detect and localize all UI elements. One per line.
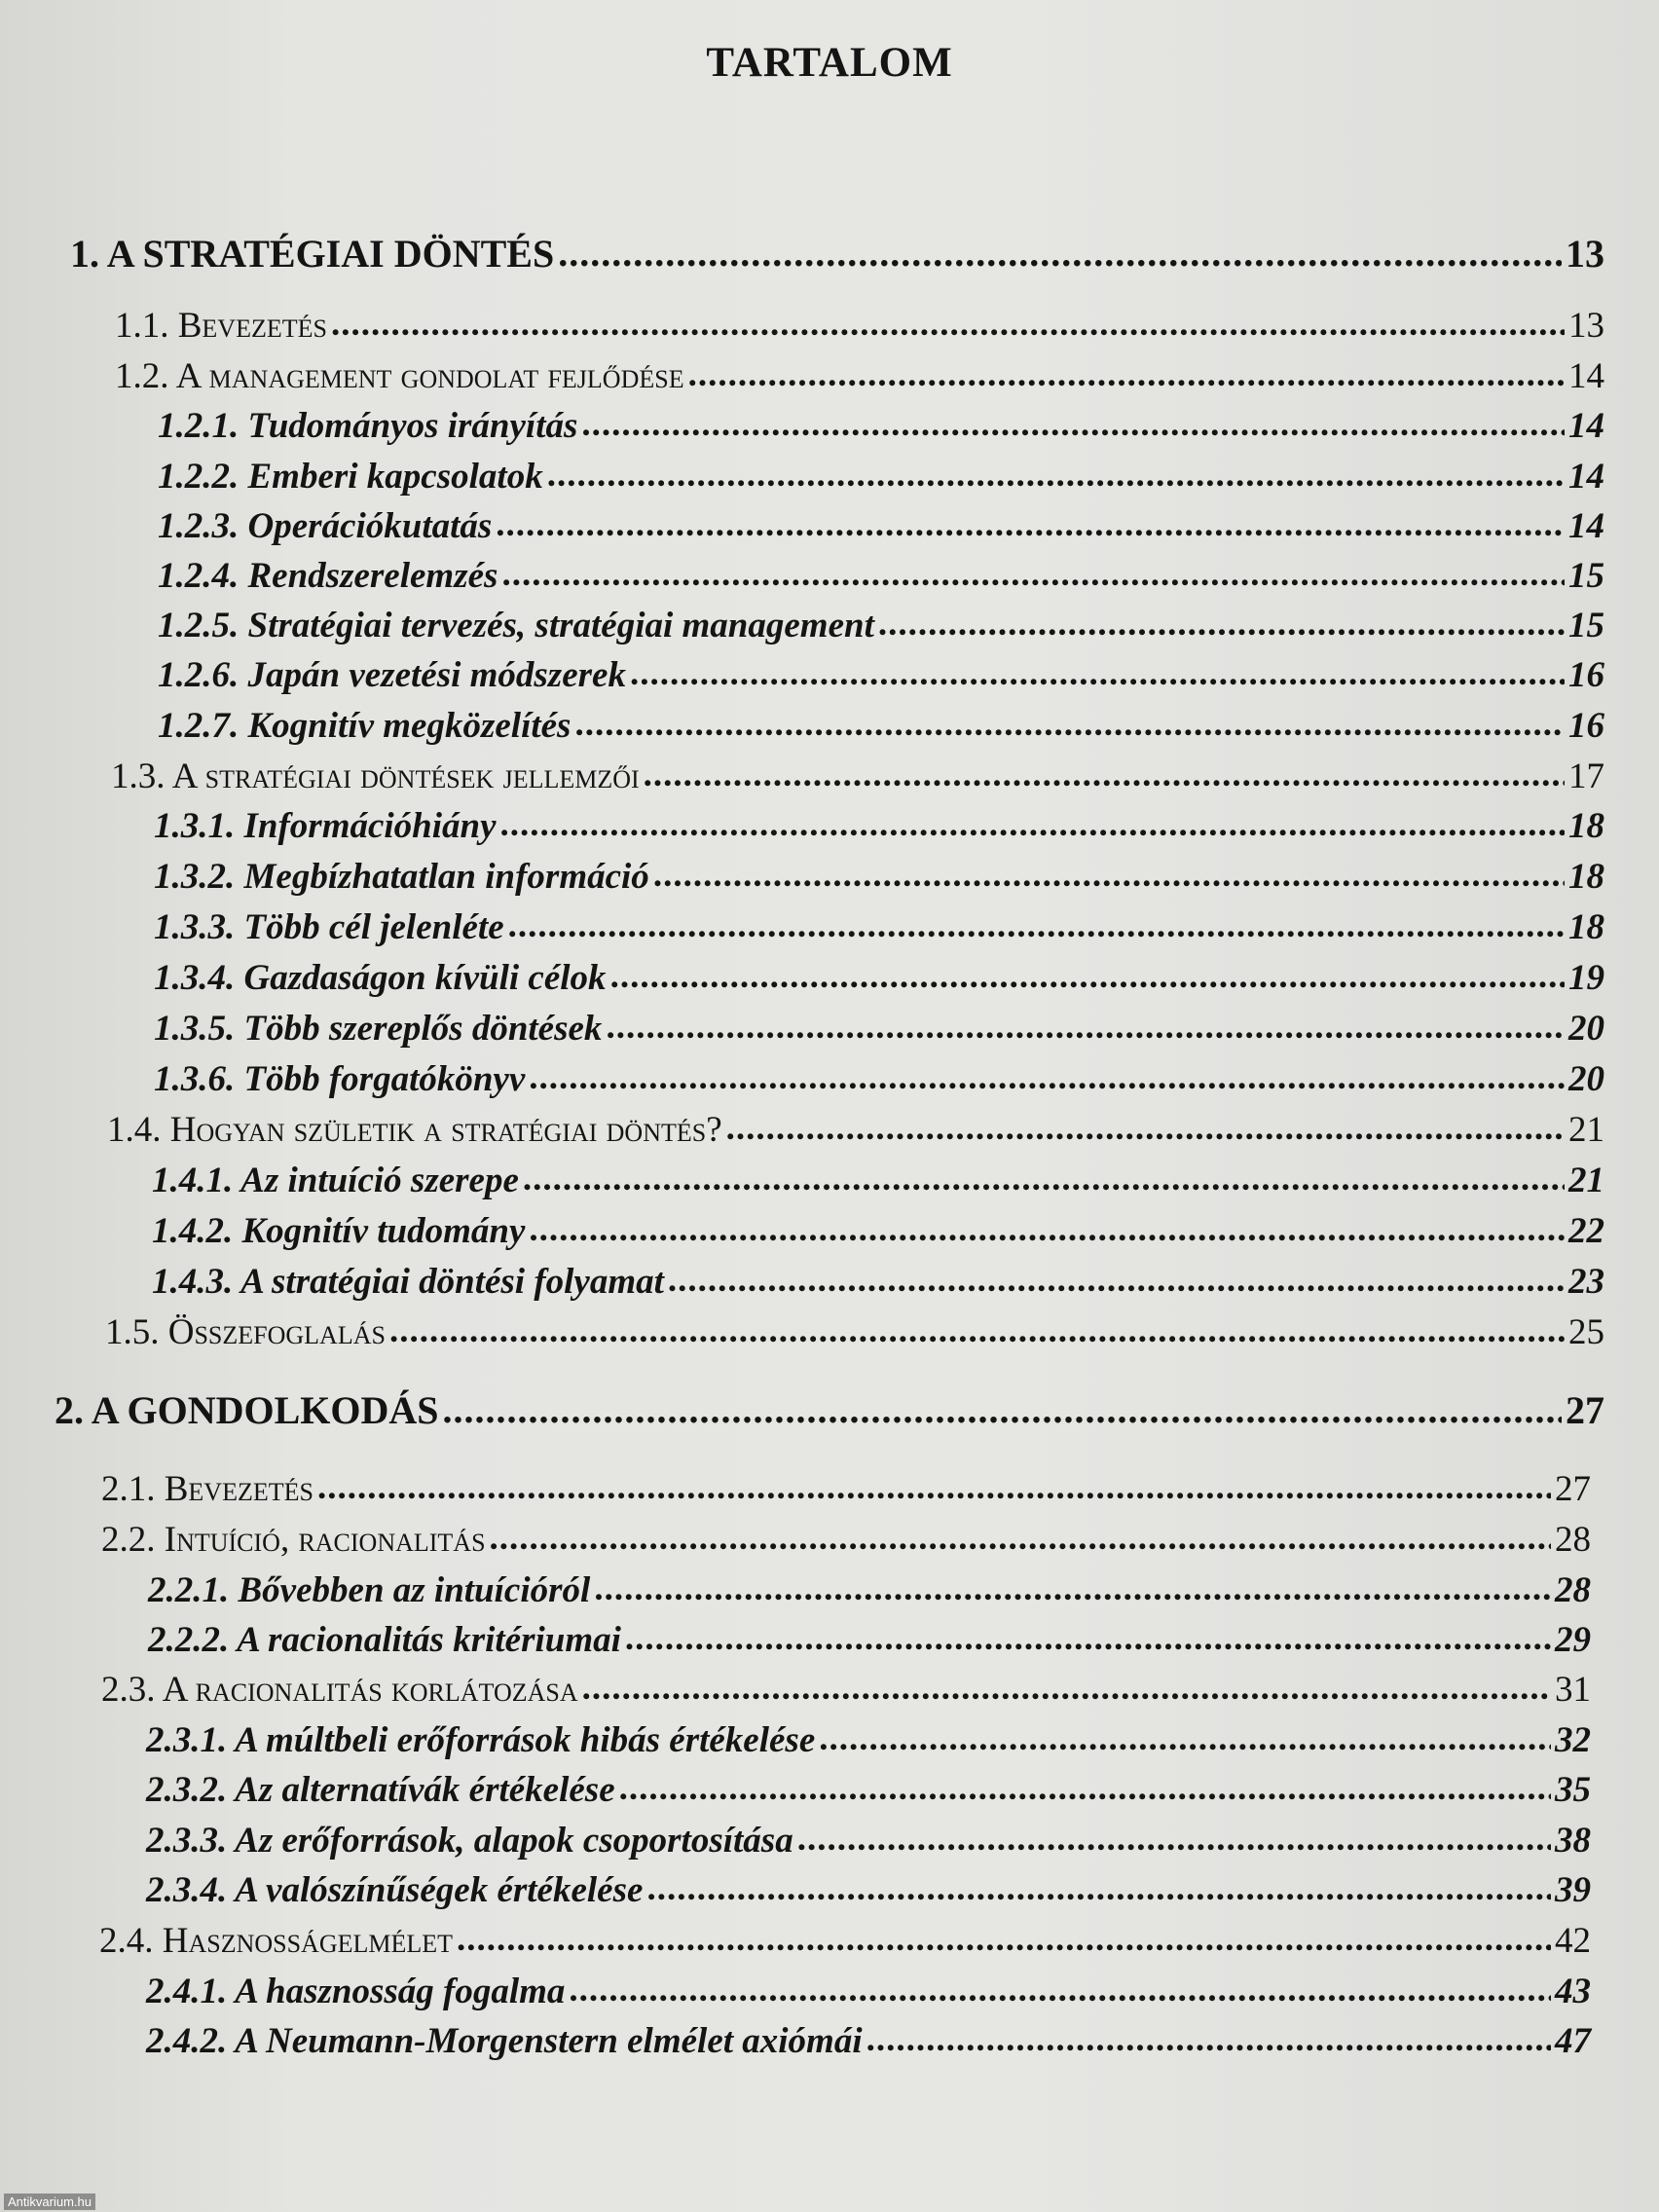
toc-entry-label: 2.3. A racionalitás korlátozása <box>101 1670 578 1710</box>
dot-leader <box>331 309 1565 345</box>
toc-entry-label: 1. A STRATÉGIAI DÖNTÉS <box>70 232 555 276</box>
toc-entry-label: 2.2.1. Bővebben az intuícióról <box>148 1570 591 1610</box>
dot-leader <box>644 759 1565 795</box>
toc-entry-label: 2.3.3. Az erőforrások, alapok csoportosítása <box>146 1821 793 1861</box>
toc-page-number: 22 <box>1568 1211 1604 1251</box>
toc-entry-label: 1.5. Összefoglalás <box>105 1312 386 1352</box>
toc-entry[interactable] <box>152 1257 1604 1303</box>
toc-entry[interactable] <box>154 1054 1604 1100</box>
dot-leader <box>619 1773 1551 1809</box>
dot-leader <box>529 1214 1565 1250</box>
dot-leader <box>529 1062 1565 1098</box>
toc-entry[interactable] <box>158 452 1604 498</box>
dot-leader <box>389 1315 1565 1351</box>
toc-entry[interactable] <box>146 1715 1591 1761</box>
dot-leader <box>819 1723 1551 1759</box>
toc-entry[interactable] <box>152 1156 1604 1201</box>
toc-entry[interactable] <box>148 1566 1591 1611</box>
toc-page-number: 42 <box>1555 1921 1591 1961</box>
dot-leader <box>630 658 1565 694</box>
toc-entry[interactable] <box>158 650 1604 696</box>
toc-entry[interactable] <box>111 752 1604 797</box>
toc-page-number: 15 <box>1568 606 1604 645</box>
toc-entry-label: 1.2.3. Operációkutatás <box>158 506 493 546</box>
page-title: TARTALOM <box>706 40 953 86</box>
toc-page-number: 14 <box>1568 356 1604 396</box>
toc-page-number: 13 <box>1568 306 1604 346</box>
toc-entry-label: 1.4.1. Az intuíció szerepe <box>152 1161 519 1200</box>
toc-page-number: 27 <box>1555 1469 1591 1509</box>
toc-page-number: 23 <box>1568 1262 1604 1302</box>
toc-entry-label: 1.2.2. Emberi kapcsolatok <box>158 457 543 497</box>
toc-page-number: 18 <box>1568 907 1604 947</box>
toc-entry-label: 2.4. Hasznosságelmélet <box>99 1921 454 1961</box>
dot-leader <box>594 1573 1551 1609</box>
toc-entry[interactable] <box>158 601 1604 646</box>
toc-entry-label: 2.4.2. A Neumann-Morgenstern elmélet axiómái <box>146 2021 863 2061</box>
toc-page-number: 47 <box>1555 2021 1591 2061</box>
dot-leader <box>610 961 1565 997</box>
toc-entry-label: 1.2.4. Rendszerelemzés <box>158 556 498 596</box>
watermark: Antikvarium.hu <box>4 2194 95 2210</box>
dot-leader <box>569 1974 1551 2010</box>
toc-page-number: 20 <box>1568 1009 1604 1049</box>
dot-leader <box>653 860 1565 896</box>
toc-page-number: 15 <box>1568 556 1604 596</box>
toc-entry[interactable] <box>158 501 1604 547</box>
toc-entry-label: 1.3. A stratégiai döntések jellemzői <box>111 756 640 796</box>
toc-entry[interactable] <box>107 1105 1604 1151</box>
toc-page-number: 32 <box>1555 1720 1591 1760</box>
toc-entry[interactable] <box>105 1308 1604 1353</box>
toc-page-number: 14 <box>1568 406 1604 446</box>
toc-entry[interactable] <box>146 1865 1591 1911</box>
toc-entry-label: 1.3.3. Több cél jelenléte <box>154 907 504 947</box>
toc-entry-label: 1.3.1. Információhiány <box>154 806 497 846</box>
dot-leader <box>797 1824 1551 1860</box>
toc-page-number: 31 <box>1555 1670 1591 1710</box>
dot-leader <box>878 608 1565 645</box>
toc-entry[interactable] <box>115 351 1604 397</box>
toc-entry-label: 1.3.6. Több forgatókönyv <box>154 1059 526 1099</box>
toc-entry-label: 2. A GONDOLKODÁS <box>55 1388 439 1432</box>
toc-page-number: 17 <box>1568 756 1604 796</box>
dot-leader <box>866 2024 1551 2060</box>
toc-entry-label: 1.4. Hogyan születik a stratégiai döntés? <box>107 1110 722 1150</box>
toc-page-number: 27 <box>1566 1388 1604 1432</box>
toc-page-number: 16 <box>1568 706 1604 746</box>
toc-entry[interactable] <box>70 228 1604 276</box>
toc-page-number: 35 <box>1555 1770 1591 1810</box>
toc-page-number: 25 <box>1568 1312 1604 1352</box>
toc-entry-label: 1.2.1. Tudományos irányítás <box>158 406 578 446</box>
dot-leader <box>500 809 1565 845</box>
toc-entry-label: 2.2.2. A racionalitás kritériumai <box>148 1620 621 1660</box>
dot-leader <box>581 409 1565 445</box>
toc-entry[interactable] <box>146 1765 1591 1811</box>
dot-leader <box>688 359 1565 395</box>
dot-leader <box>668 1265 1565 1301</box>
dot-leader <box>646 1873 1551 1909</box>
toc-entry[interactable] <box>55 1384 1604 1433</box>
dot-leader <box>457 1924 1551 1960</box>
dot-leader <box>490 1523 1551 1559</box>
dot-leader <box>625 1623 1551 1659</box>
toc-page-number: 13 <box>1566 232 1604 276</box>
toc-entry[interactable] <box>154 1004 1604 1050</box>
toc-page-number: 39 <box>1555 1870 1591 1910</box>
toc-entry-label: 2.1. Bevezetés <box>101 1469 313 1509</box>
dot-leader <box>574 709 1565 745</box>
dot-leader <box>317 1472 1551 1508</box>
toc-entry[interactable] <box>158 551 1604 597</box>
toc-page-number: 19 <box>1568 958 1604 998</box>
toc-page-number: 21 <box>1568 1110 1604 1150</box>
toc-entry[interactable] <box>152 1206 1604 1252</box>
toc-entry[interactable] <box>154 953 1604 999</box>
toc-page-number: 21 <box>1568 1161 1604 1200</box>
toc-page-number: 28 <box>1555 1570 1591 1610</box>
toc-entry[interactable] <box>115 301 1604 347</box>
dot-leader <box>558 237 1562 276</box>
toc-entry[interactable] <box>99 1916 1591 1962</box>
dot-leader <box>496 509 1565 545</box>
toc-page-number: 16 <box>1568 655 1604 695</box>
toc-page-number: 18 <box>1568 806 1604 846</box>
toc-entry[interactable] <box>154 852 1604 898</box>
dot-leader <box>606 1012 1565 1048</box>
toc-entry-label: 1.3.5. Több szereplős döntések <box>154 1009 603 1049</box>
toc-page-number: 43 <box>1555 1972 1591 2011</box>
toc-entry-label: 1.2.7. Kognitív megközelítés <box>158 706 571 746</box>
dot-leader <box>726 1113 1565 1149</box>
toc-entry-label: 1.1. Bevezetés <box>115 306 327 346</box>
toc-entry[interactable] <box>158 701 1604 747</box>
toc-entry[interactable] <box>101 1515 1591 1561</box>
dot-leader <box>501 559 1565 595</box>
toc-entry[interactable] <box>146 2016 1591 2062</box>
toc-entry[interactable] <box>148 1615 1591 1661</box>
toc-page-number: 28 <box>1555 1520 1591 1560</box>
toc-entry-label: 2.2. Intuíció, racionalitás <box>101 1520 486 1560</box>
toc-entry[interactable] <box>154 801 1604 847</box>
dot-leader <box>582 1673 1551 1709</box>
toc-entry-label: 1.4.2. Kognitív tudomány <box>152 1211 526 1251</box>
dot-leader <box>523 1163 1565 1199</box>
dot-leader <box>508 910 1565 946</box>
toc-entry[interactable] <box>154 903 1604 948</box>
toc-entry-label: 1.2. A management gondolat fejlődése <box>115 356 684 396</box>
toc-entry-label: 2.3.1. A múltbeli erőforrások hibás értékelése <box>146 1720 816 1760</box>
toc-page-number: 20 <box>1568 1059 1604 1099</box>
toc-page-number: 38 <box>1555 1821 1591 1861</box>
toc-entry[interactable] <box>101 1464 1591 1510</box>
toc-entry-label: 1.3.2. Megbízhatatlan információ <box>154 857 649 897</box>
toc-entry-label: 1.2.5. Stratégiai tervezés, stratégiai management <box>158 606 874 645</box>
toc-page-number: 14 <box>1568 506 1604 546</box>
toc-page-number: 14 <box>1568 457 1604 497</box>
toc-entry[interactable] <box>146 1967 1591 2012</box>
toc-page-number: 29 <box>1555 1620 1591 1660</box>
dot-leader <box>547 460 1565 496</box>
toc-entry[interactable] <box>101 1665 1591 1711</box>
toc-entry-label: 2.4.1. A hasznosság fogalma <box>146 1972 566 2011</box>
toc-entry-label: 1.4.3. A stratégiai döntési folyamat <box>152 1262 664 1302</box>
toc-entry[interactable] <box>158 401 1604 447</box>
toc-entry-label: 2.3.2. Az alternatívák értékelése <box>146 1770 615 1810</box>
toc-entry-label: 1.2.6. Japán vezetési módszerek <box>158 655 626 695</box>
toc-entry[interactable] <box>146 1816 1591 1862</box>
toc-entry-label: 1.3.4. Gazdaságon kívüli célok <box>154 958 607 998</box>
dot-leader <box>443 1393 1562 1432</box>
toc-page-number: 18 <box>1568 857 1604 897</box>
toc-entry-label: 2.3.4. A valószínűségek értékelése <box>146 1870 644 1910</box>
